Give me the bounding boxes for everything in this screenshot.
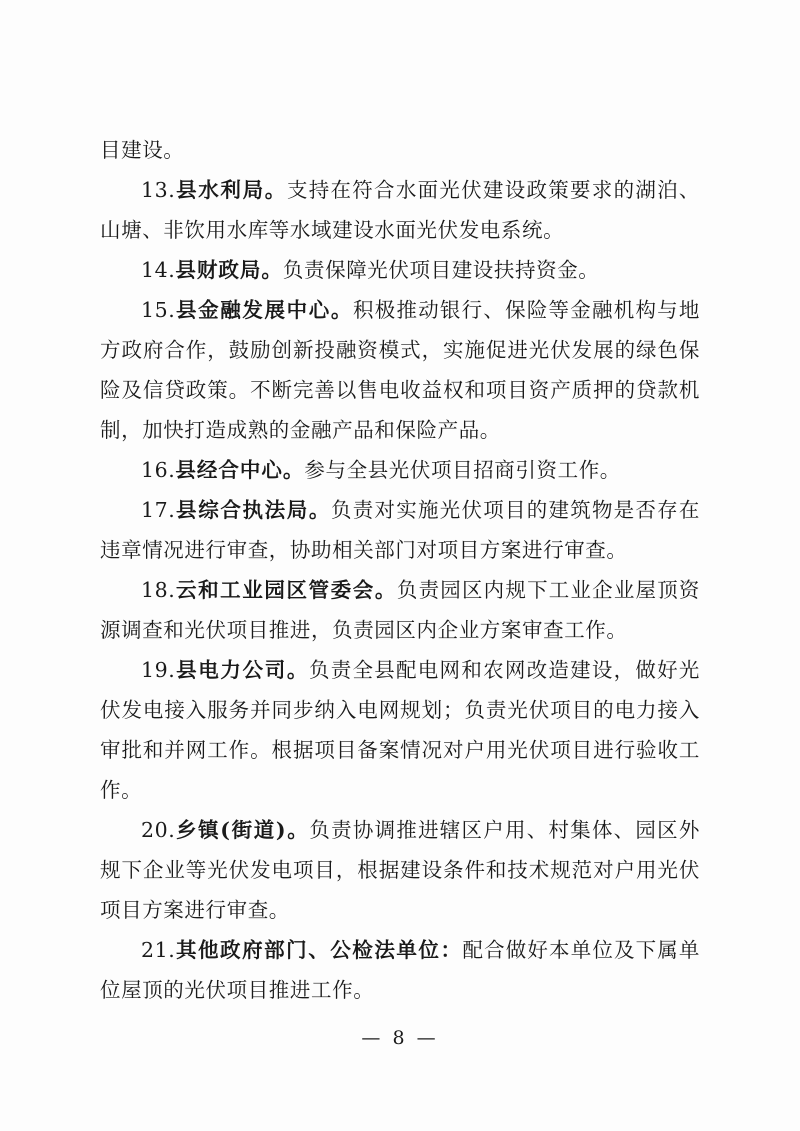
paragraph-item-17 [100, 490, 700, 570]
paragraph-text: 配合做好本单位及下属单位屋顶的光伏项目推进工作。 [100, 938, 700, 1002]
item-organization: 县财政局。 [175, 258, 283, 282]
item-number: 14. [141, 258, 176, 282]
item-organization: 县金融发展中心。 [175, 298, 354, 322]
item-number: 15. [141, 298, 176, 322]
page-footer [0, 1027, 800, 1049]
paragraph-text: 积极推动银行、保险等金融机构与地方政府合作，鼓励创新投融资模式，实施促进光伏发展的绿色保险及信贷政策。不断完善以售电收益权和项目资产质押的贷款机制，加快打造成熟的金融产品和保险产品。 [100, 298, 700, 442]
paragraph-text: 负责保障光伏项目建设扶持资金。 [282, 258, 600, 282]
item-number: 19. [141, 658, 176, 682]
paragraph-item-16 [100, 450, 700, 490]
item-number: 20. [141, 818, 176, 842]
document-body [100, 130, 700, 1010]
item-organization: 云和工业园区管委会。 [175, 578, 397, 602]
item-number: 13. [141, 178, 176, 202]
item-organization: 县经合中心。 [175, 458, 305, 482]
paragraph-item-14 [100, 250, 700, 290]
paragraph-item-18 [100, 570, 700, 650]
paragraph-text: 参与全县光伏项目招商引资工作。 [304, 458, 621, 482]
item-organization: 乡镇(街道)。 [175, 818, 310, 842]
paragraph-text: 负责全县配电网和农网改造建设，做好光伏发电接入服务并同步纳入电网规划；负责光伏项目的电力接入审批和并网工作。根据项目备案情况对户用光伏项目进行验收工作。 [100, 658, 700, 802]
paragraph-text: 目建设。 [100, 138, 185, 162]
paragraph-item-21 [100, 930, 700, 1010]
item-organization: 县电力公司。 [175, 658, 310, 682]
paragraph-text: 负责对实施光伏项目的建筑物是否存在违章情况进行审查，协助相关部门对项目方案进行审查。 [100, 498, 701, 562]
item-number: 17. [141, 498, 176, 522]
paragraph-text: 支持在符合水面光伏建设政策要求的湖泊、山塘、非饮用水库等水域建设水面光伏发电系统。 [100, 178, 700, 242]
paragraph-text: 负责协调推进辖区户用、村集体、园区外规下企业等光伏发电项目，根据建设条件和技术规范对户用光伏项目方案进行审查。 [100, 818, 700, 922]
item-organization: 县水利局。 [175, 178, 287, 202]
paragraph-item-15 [100, 290, 700, 450]
paragraph-continuation [100, 130, 700, 170]
item-organization: 县综合执法局。 [175, 498, 332, 522]
item-organization: 其他政府部门、公检法单位： [175, 938, 463, 962]
paragraph-item-20 [100, 810, 700, 930]
page-number: — 8 — [361, 1027, 439, 1049]
item-number: 18. [141, 578, 176, 602]
paragraph-text: 负责园区内规下工业企业屋顶资源调查和光伏项目推进，负责园区内企业方案审查工作。 [100, 578, 701, 642]
item-number: 16. [141, 458, 176, 482]
item-number: 21. [141, 938, 176, 962]
paragraph-item-19 [100, 650, 700, 810]
paragraph-item-13 [100, 170, 700, 250]
